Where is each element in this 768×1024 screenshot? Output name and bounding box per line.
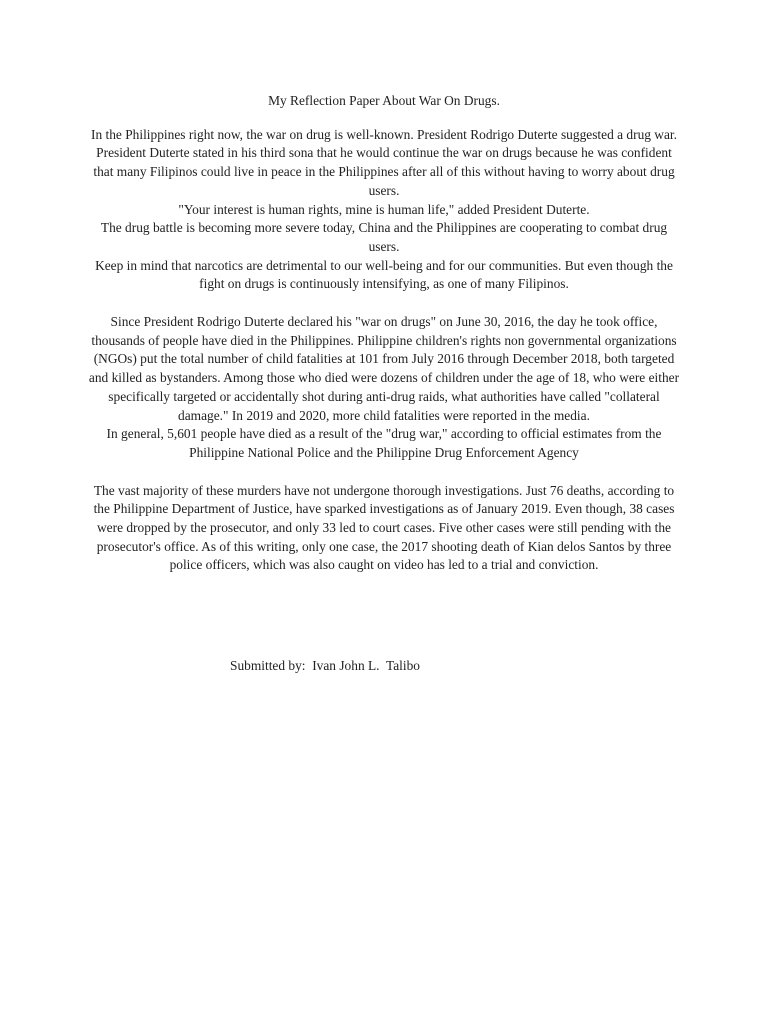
section-fatalities — [88, 313, 680, 463]
paragraph: President Duterte stated in his third sona that he would continue the war on drugs because he was confident that many Filipinos could live in peace in the Philippines after all of this without having to worry about drug users. — [93, 145, 675, 198]
document-page — [88, 92, 680, 575]
paragraph: The drug battle is becoming more severe today, China and the Philippines are cooperating to combat drug users. — [100, 220, 668, 254]
paragraph: "Your interest is human rights, mine is human life," added President Duterte. — [178, 201, 590, 217]
paragraph: Since President Rodrigo Duterte declared his "war on drugs" on June 30, 2016, the day he took office, thousands of people have died in the Philippines. Philippine children's rights non governmental organizations (NGOs) put the total number of child fatalities at 101 from July 2016 through December 2018, both targeted and killed as bystanders. Among those who died were dozens of children under the age of 18, who were either specifically targeted or accidentally shot during anti-drug raids, what authorities have called "collateral damage." In 2019 and 2020, more child fatalities were reported in the media. — [88, 314, 680, 423]
section-intro — [88, 126, 680, 294]
paragraph: In the Philippines right now, the war on drug is well-known. President Rodrigo Duterte suggested a drug war. — [91, 126, 677, 142]
paragraph: The vast majority of these murders have not undergone thorough investigations. Just 76 deaths, according to the Philippine Department of Justice, have sparked investigations as of January 2019. Even though, 38 cases were dropped by the prosecutor, and only 33 led to court cases. Five other cases were still pending with the prosecutor's office. As of this writing, only one case, the 2017 shooting death of Kian delos Santos by three police officers, which was also caught on video has led to a trial and conviction. — [93, 482, 675, 573]
submitted-by: Submitted by: Ivan John L. Talibo — [230, 658, 420, 673]
paragraph: In general, 5,601 people have died as a result of the "drug war," according to official estimates from the Philippine National Police and the Philippine Drug Enforcement Agency — [106, 426, 662, 460]
paragraph: Keep in mind that narcotics are detrimental to our well-being and for our communities. But even though the fight on drugs is continuously intensifying, as one of many Filipinos. — [95, 257, 673, 292]
section-investigations — [88, 482, 680, 576]
document-title: My Reflection Paper About War On Drugs. — [268, 93, 500, 108]
